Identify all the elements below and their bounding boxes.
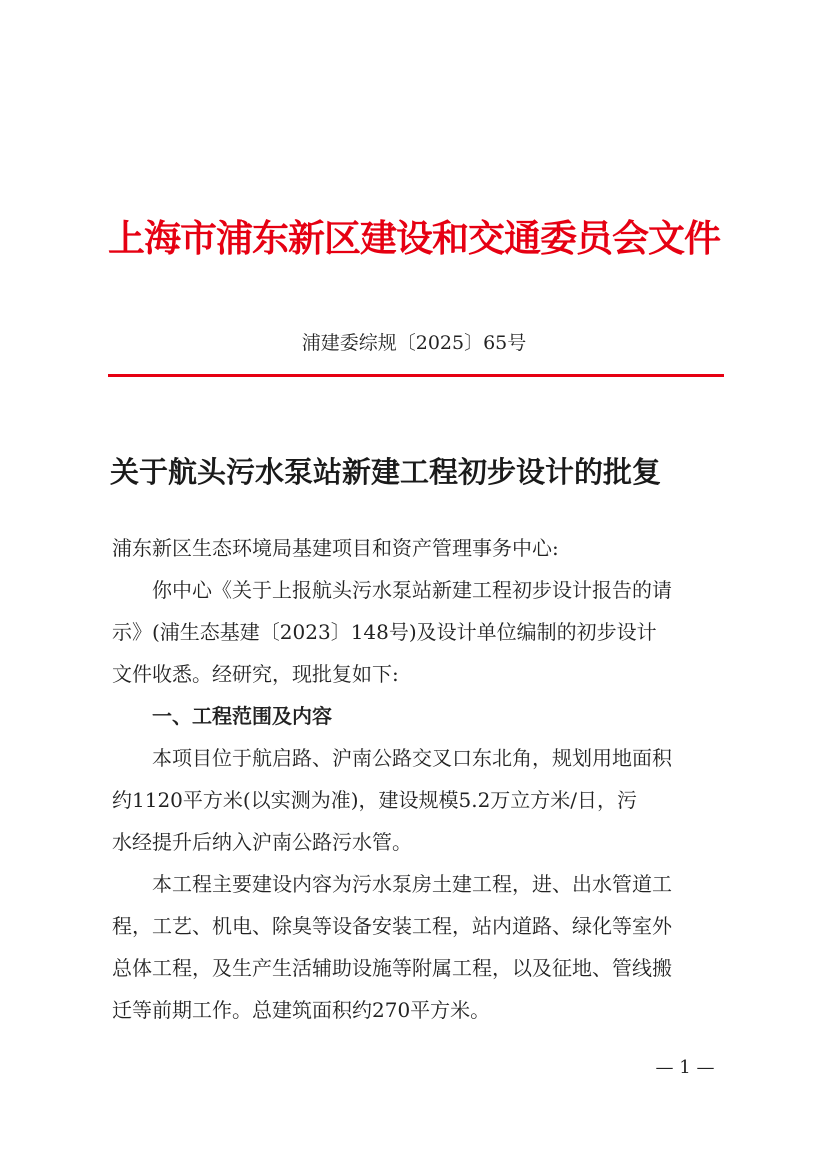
body-line: 你中心《关于上报航头污水泵站新建工程初步设计报告的请 (152, 578, 672, 602)
body-line: 本项目位于航启路、沪南公路交叉口东北角，规划用地面积 (152, 746, 672, 770)
document-title: 关于航头污水泵站新建工程初步设计的批复 (110, 455, 662, 489)
issuer-header-title: 上海市浦东新区建设和交通委员会文件 (108, 216, 720, 260)
red-divider-line (108, 374, 724, 377)
body-line: 程，工艺、机电、除臭等设备安装工程，站内道路、绿化等室外 (112, 914, 672, 938)
body-line: 约1120平方米(以实测为准)，建设规模5.2万立方米/日，污 (112, 788, 638, 812)
page-number: — 1 — (655, 1057, 715, 1078)
body-line: 迁等前期工作。总建筑面积约270平方米。 (112, 998, 491, 1022)
body-line: 水经提升后纳入沪南公路污水管。 (112, 830, 412, 854)
body-line: 本工程主要建设内容为污水泵房土建工程，进、出水管道工 (152, 872, 672, 896)
body-line: 示》(浦生态基建〔2023〕148号)及设计单位编制的初步设计 (112, 620, 657, 644)
body-line: 文件收悉。经研究，现批复如下: (112, 662, 399, 686)
document-number: 浦建委综规〔2025〕65号 (301, 332, 527, 354)
body-line: 总体工程，及生产生活辅助设施等附属工程，以及征地、管线搬 (112, 956, 672, 980)
section-heading: 一、工程范围及内容 (152, 704, 332, 728)
addressee-line: 浦东新区生态环境局基建项目和资产管理事务中心: (112, 536, 559, 560)
